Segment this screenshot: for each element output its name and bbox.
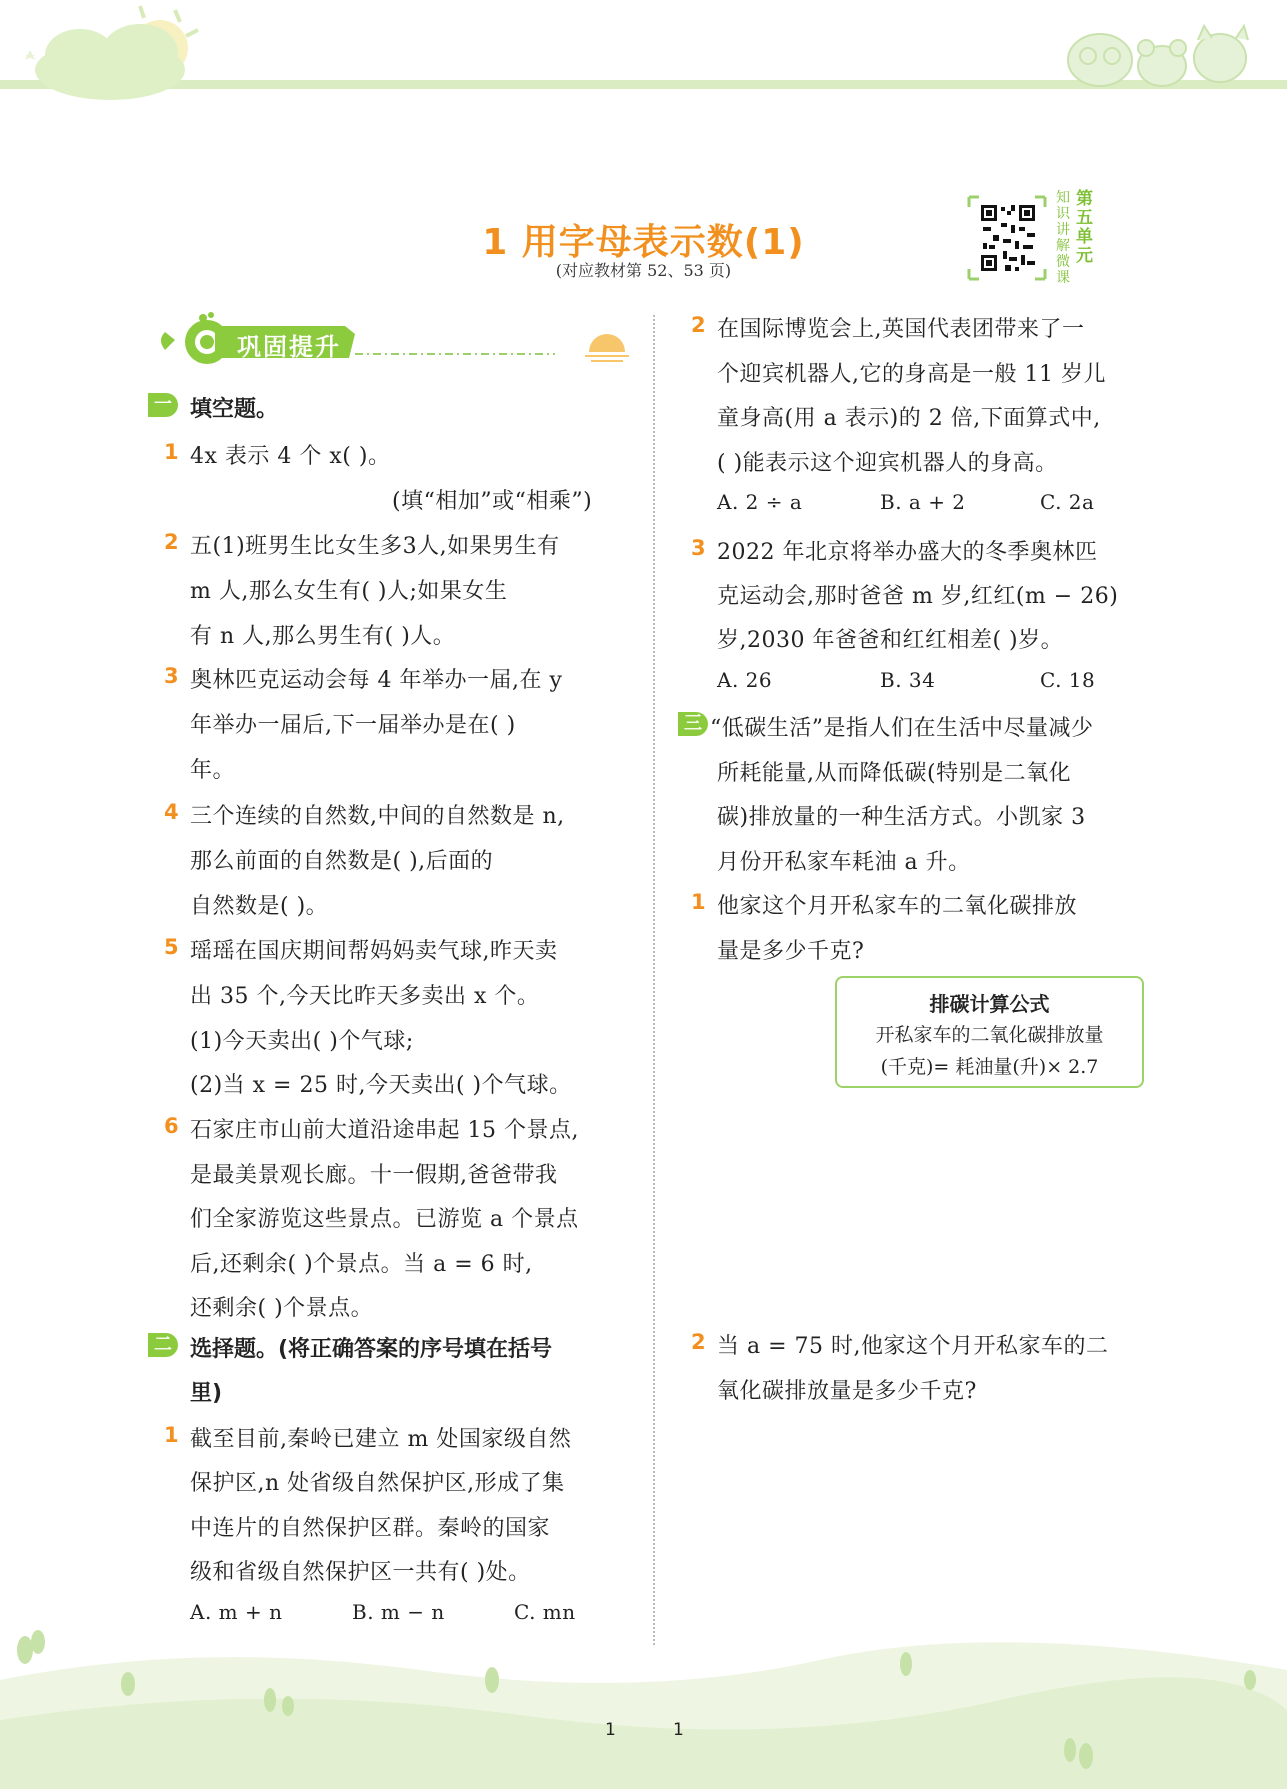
- q3-number: 3: [164, 664, 179, 688]
- c3-number: 3: [691, 536, 706, 560]
- q3-line1: 奥林匹克运动会每 4 年举办一届,在 y: [190, 668, 563, 693]
- c2-line1: 在国际博览会上,英国代表团带来了一: [717, 317, 1085, 342]
- c2-option-a: A. 2 ÷ a: [717, 490, 803, 514]
- q4-line1: 三个连续的自然数,中间的自然数是 n,: [190, 804, 565, 829]
- c3-line1: 2022 年北京将举办盛大的冬季奥林匹: [717, 540, 1098, 565]
- c2-line4: ( )能表示这个迎宾机器人的身高。: [717, 451, 1058, 476]
- q5-line2: 出 35 个,今天比昨天多卖出 x 个。: [190, 984, 540, 1009]
- c3-option-b: B. 34: [880, 668, 936, 692]
- page-number-left: 1: [605, 1720, 616, 1740]
- formula-line1: 开私家车的二氧化碳排放量: [875, 1024, 1104, 1046]
- c2-number: 2: [691, 313, 706, 337]
- s3-line2: 所耗能量,从而降低碳(特别是二氧化: [717, 761, 1072, 786]
- c2-line3: 童身高(用 a 表示)的 2 倍,下面算式中,: [717, 406, 1101, 431]
- banner-label: 巩固提升: [237, 333, 341, 361]
- q2-line1: 五(1)班男生比女生多3人,如果男生有: [190, 534, 560, 559]
- unit-tag: 第五单元: [1076, 189, 1093, 266]
- q6-line1: 石家庄市山前大道沿途串起 15 个景点,: [190, 1118, 579, 1143]
- c1-option-a: A. m + n: [190, 1600, 283, 1624]
- p2-line2: 氧化碳排放量是多少千克?: [717, 1379, 977, 1404]
- p2-line1: 当 a = 75 时,他家这个月开私家车的二: [717, 1334, 1109, 1359]
- section-three-badge: 三: [678, 712, 708, 736]
- c3-line2: 克运动会,那时爸爸 m 岁,红红(m − 26): [717, 584, 1119, 609]
- q5-line4: (2)当 x = 25 时,今天卖出( )个气球。: [190, 1073, 572, 1098]
- c2-line2: 个迎宾机器人,它的身高是一般 11 岁儿: [717, 362, 1106, 387]
- section-two-title-cont: 里): [190, 1381, 223, 1406]
- q1-number: 1: [164, 440, 179, 464]
- section-two-title: 选择题。(将正确答案的序号填在括号: [190, 1337, 553, 1362]
- c1-line2: 保护区,n 处省级自然保护区,形成了集: [190, 1471, 565, 1496]
- c1-line1: 截至目前,秦岭已建立 m 处国家级自然: [190, 1427, 572, 1452]
- page-title: 1 用字母表示数(1): [482, 222, 805, 263]
- page-subtitle: (对应教材第 52、53 页): [555, 261, 732, 280]
- c2-option-b: B. a + 2: [880, 490, 966, 514]
- q5-line3: (1)今天卖出( )个气球;: [190, 1029, 414, 1054]
- s3-line4: 月份开私家车耗油 a 升。: [717, 850, 971, 875]
- p1-number: 1: [691, 890, 706, 914]
- q6-line3: 们全家游览这些景点。已游览 a 个景点: [190, 1207, 579, 1232]
- s3-line1: “低碳生活”是指人们在生活中尽量减少: [710, 716, 1094, 741]
- c3-line3: 岁,2030 年爸爸和红红相差( )岁。: [717, 628, 1064, 653]
- c1-option-c: C. mn: [514, 1600, 576, 1624]
- qr-caption: 知识讲解微课: [1056, 190, 1070, 286]
- q2-number: 2: [164, 530, 179, 554]
- q5-number: 5: [164, 935, 179, 959]
- section-one-badge: 一: [148, 393, 178, 417]
- q1-text: 4x 表示 4 个 x( )。: [190, 444, 391, 469]
- s3-line3: 碳)排放量的一种生活方式。小凯家 3: [717, 805, 1086, 830]
- cloud-sun-icon: [25, 6, 198, 100]
- q1-hint: (填“相加”或“相乘”): [392, 489, 593, 514]
- cartoon-animals-icon: [1068, 26, 1248, 86]
- q2-line3: 有 n 人,那么男生有( )人。: [190, 624, 456, 649]
- formula-box: [835, 976, 1144, 1088]
- q3-line3: 年。: [190, 758, 236, 783]
- q3-line2: 年举办一届后,下一届举办是在( ): [190, 713, 516, 738]
- c1-line4: 级和省级自然保护区一共有( )处。: [190, 1560, 531, 1585]
- q4-number: 4: [164, 800, 179, 824]
- formula-title: 排碳计算公式: [929, 992, 1050, 1016]
- section-banner: [155, 312, 645, 372]
- c1-number: 1: [164, 1423, 179, 1447]
- c1-line3: 中连片的自然保护区群。秦岭的国家: [190, 1516, 551, 1541]
- c3-option-a: A. 26: [717, 668, 773, 692]
- q4-line3: 自然数是( )。: [190, 894, 329, 919]
- q5-line1: 瑶瑶在国庆期间帮妈妈卖气球,昨天卖: [190, 939, 558, 964]
- c3-option-c: C. 18: [1040, 668, 1096, 692]
- p1-line1: 他家这个月开私家车的二氧化碳排放: [717, 894, 1078, 919]
- q6-line4: 后,还剩余( )个景点。当 a = 6 时,: [190, 1252, 533, 1277]
- q6-line5: 还剩余( )个景点。: [190, 1296, 374, 1321]
- footer-decoration: [0, 1620, 1287, 1789]
- section-two-badge: 二: [148, 1333, 178, 1357]
- c2-option-c: C. 2a: [1040, 490, 1095, 514]
- p1-line2: 量是多少千克?: [717, 939, 865, 964]
- column-divider: [653, 315, 655, 1645]
- page-number-right: 1: [673, 1720, 684, 1740]
- p2-number: 2: [691, 1330, 706, 1354]
- header-decoration: [0, 0, 1287, 110]
- q6-line2: 是最美景观长廊。十一假期,爸爸带我: [190, 1163, 558, 1188]
- formula-line2: (千克)= 耗油量(升)× 2.7: [880, 1056, 1099, 1078]
- q4-line2: 那么前面的自然数是( ),后面的: [190, 849, 494, 874]
- q6-number: 6: [164, 1114, 179, 1138]
- section-one-title: 填空题。: [190, 397, 279, 422]
- c1-option-b: B. m − n: [352, 1600, 445, 1624]
- q2-line2: m 人,那么女生有( )人;如果女生: [190, 579, 508, 604]
